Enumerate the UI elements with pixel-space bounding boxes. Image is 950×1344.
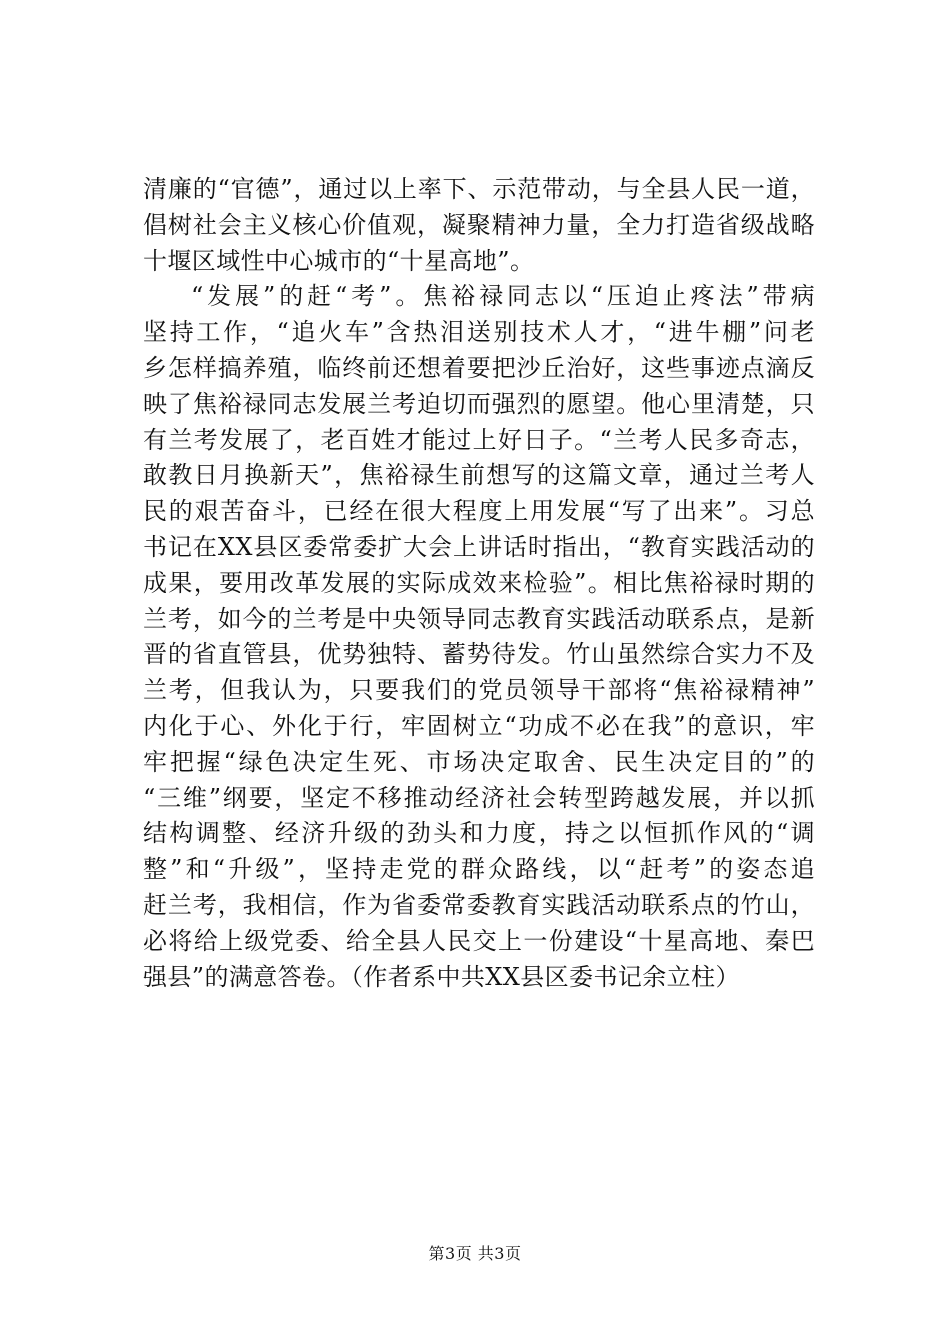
text-line: 兰考，但我认为，只要我们的党员领导干部将“焦裕禄精神”: [143, 676, 815, 705]
text-line: 十堰区域性中心城市的“十星高地”。: [143, 246, 535, 275]
text-line: 牢把握“绿色决定生死、市场决定取舍、民生决定目的”的: [143, 747, 815, 776]
text-line: 结构调整、经济升级的劲头和力度，持之以恒抓作风的“调: [143, 819, 815, 848]
text-line: 强县”的满意答卷。（作者系中共XX县区委书记余立柱）: [143, 962, 740, 991]
text-line: 倡树社会主义核心价值观，凝聚精神力量，全力打造省级战略: [143, 210, 815, 239]
text-line: “发展”的赶“考”。焦裕禄同志以“压迫止疼法”带病: [191, 282, 815, 311]
text-line: 成果，要用改革发展的实际成效来检验”。相比焦裕禄时期的: [143, 568, 815, 597]
text-line: 赶兰考，我相信，作为省委常委教育实践活动联系点的竹山，: [143, 890, 815, 919]
text-line: 清廉的“官德”，通过以上率下、示范带动，与全县人民一道，: [143, 175, 815, 203]
text-line: 有兰考发展了，老百姓才能过上好日子。“兰考人民多奇志，: [143, 425, 815, 454]
text-line: 民的艰苦奋斗，已经在很大程度上用发展“写了出来”。习总: [143, 497, 815, 526]
text-line: 敢教日月换新天”，焦裕禄生前想写的这篇文章，通过兰考人: [143, 461, 815, 490]
text-line: 必将给上级党委、给全县人民交上一份建设“十星高地、秦巴: [143, 926, 815, 955]
text-line: 整”和“升级”，坚持走党的群众路线，以“赶考”的姿态追: [143, 855, 815, 884]
text-line: 乡怎样搞养殖，临终前还想着要把沙丘治好，这些事迹点滴反: [143, 353, 815, 382]
text-line: 映了焦裕禄同志发展兰考迫切而强烈的愿望。他心里清楚，只: [143, 389, 815, 418]
text-line: “三维”纲要，坚定不移推动经济社会转型跨越发展，并以抓: [143, 783, 815, 812]
text-line: 晋的省直管县，优势独特、蓄势待发。竹山虽然综合实力不及: [143, 640, 815, 669]
text-line: 书记在XX县区委常委扩大会上讲话时指出，“教育实践活动的: [143, 532, 815, 561]
text-line: 兰考，如今的兰考是中央领导同志教育实践活动联系点，是新: [143, 604, 815, 633]
text-line: 内化于心、外化于行，牢固树立“功成不必在我”的意识，牢: [143, 711, 815, 740]
text-line: 坚持工作，“追火车”含热泪送别技术人才，“进牛棚”问老: [143, 318, 815, 347]
body-text: [143, 172, 815, 995]
page-number-footer: 第3页 共3页: [428, 1244, 522, 1263]
